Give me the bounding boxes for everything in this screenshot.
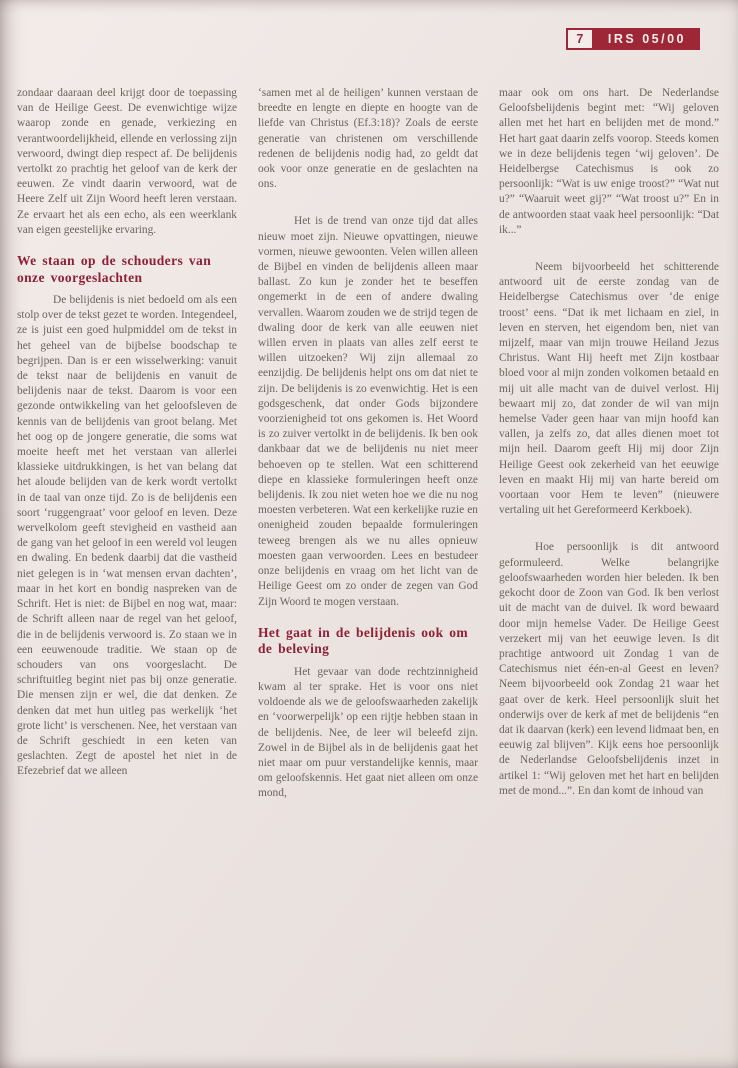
- issue-label: IRS 05/00: [594, 28, 700, 50]
- section-heading: Het gaat in de belijdenis ook om de beleving: [258, 624, 469, 657]
- section-heading: We staan op de schouders van onze voorgeslachten: [17, 253, 212, 285]
- body-paragraph: ‘samen met al de heiligen’ kunnen verstaan de breedte en lengte en diepte en hoogte van de liefde van Christus (Ef.3:18)? Zoals de eerste generatie van christenen om verschillende redenen de belijdenis nodig had, zo geldt dat ook voor onze generatie en de geslachten na ons.: [258, 87, 478, 191]
- page-header-badge: [566, 28, 700, 50]
- body-paragraph: Neem bijvoorbeeld het schitterende antwoord uit de eerste zondag van de Heidelbergse Catechismus over ‘de enige troost’ eens. “Dat ik met lichaam en ziel, in leven en sterven, het eigendom ben, niet van mijzelf, maar van mijn trouwe Heiland Jezus Christus. Want Hij heeft met Zijn kostbaar bloed voor al mijn zonden volkomen betaald en mij uit alle macht van de duivel verlost. Hij bewaart mij zo, dat zonder de wil van mijn hemelse Vader geen haar van mijn hoofd kan vallen, ja zelfs zo, dat alles dienen moet tot mijn heil. Daarom geeft Hij mij door Zijn Heilige Geest ook zekerheid van het eeuwige leven en maakt Hij mij van harte bereid om voortaan voor Hem te leven” (nieuwere vertaling uit het Gereformeerd Kerkboek).: [499, 261, 719, 517]
- body-paragraph: De belijdenis is niet bedoeld om als een stolp over de tekst gezet te worden. Integendeel, ze is juist een goed hulpmiddel om de tekst in het geheel van de bijbelse boodschap te begrijpen. Dan is er een wisselwerking: vanuit de tekst naar de belijdenis en vanuit de belijdenis naar de tekst. Daarom is voor een gezonde ontwikkeling van het geloofsleven de kennis van de belijdenis van groot belang. Met het oog op de jongere generatie, die soms wat moeite heeft met het verstaan van allerlei klassieke uitdrukkingen, is het van belang dat het aloude belijden van de kerk wordt vertolkt in de taal van onze tijd. Zo is de belijdenis een soort ‘ruggengraat’ voor geloof en leven. Deze wervelkolom geeft stevigheid en vastheid aan de gang van het geloof in een wereld vol leugen en dwaling. En bedenk daarbij dat die vastheid niet gelegen is in ‘wat mensen ervan dachten’, maar in het kort en bondig naspreken van de Schrift. Het is niet: de Bijbel en nog wat, maar: de Schrift alleen naar de regel van het geloof, die in de belijdenis verwoord is. Zo staan we in een eeuwenoude traditie. We staan op de schouders van ons voorgeslacht. De schriftuitleg begint niet pas bij onze generatie. Die mensen zijn er wel, die dat denken. Ze denken dat met hun uitleg pas werkelijk ‘het grote licht’ is verschenen. Nee, het verstaan van de Schrift geschiedt in een keten van geslachten. Zegt de apostel het niet in de Efezebrief dat we alleen: [17, 294, 237, 778]
- body-paragraph: maar ook om ons hart. De Nederlandse Geloofsbelijdenis begint met: “Wij geloven allen met het hart en belijden met de mond.” Het hart gaat daarin zelfs voorop. Steeds komen we in deze belijdenis tegen ‘wij geloven’. De Heidelbergse Catechismus is ook zo persoonlijk: “Wat is uw enige troost?” “Wat nut u?” “Waaruit weet gij?” “Wat troost u?” En in de antwoorden staat vaak heel persoonlijk: “Dat ik...”: [499, 87, 719, 236]
- page-number: 7: [566, 28, 594, 50]
- body-paragraph: Het gevaar van dode rechtzinnigheid kwam al ter sprake. Het is voor ons niet voldoende als we de geloofswaarheden zakelijk en ‘voorwerpelijk’ op een rijtje hebben staan in de belijdenis. Nee, de leer wil beleefd zijn. Zowel in de Bijbel als in de belijdenis gaat het niet maar om puur verstandelijke kennis, maar om geloofskennis. Het gaat niet alleen om onze mond,: [258, 665, 478, 800]
- body-paragraph: Hoe persoonlijk is dit antwoord geformuleerd. Welke belangrijke geloofswaarheden worden hier beleden. Ik ben gekocht door de Zoon van God. Ik ben verlost uit de macht van de duivel. Ik word bewaard door mijn hemelse Vader. De Heilige Geest verzekert mij van het eeuwige leven. Is dit prachtige antwoord uit Zondag 1 van de Catechismus niet één-en-al Geest en leven? Neem bijvoorbeeld ook Zondag 21 waar het gaat over de kerk. Heel persoonlijk sluit het onderwijs over de kerk af met de belijdenis “en dat ik daarvan (kerk) een levend lidmaat ben, en eeuwig zal blijven”. Kijk eens hoe persoonlijk de Nederlandse Geloofsbelijdenis inzet in artikel 1: “Wij geloven met het hart en belijden met de mond...”. En dan komt de inhoud van: [499, 541, 719, 797]
- article-columns: [17, 86, 719, 817]
- article-column-1: [17, 86, 237, 817]
- article-column-2: [258, 86, 478, 817]
- body-paragraph: Het is de trend van onze tijd dat alles nieuw moet zijn. Nieuwe opvattingen, nieuwe vormen, nieuwe gewoonten. Velen willen alleen de Bijbel en vinden de belijdenis alleen maar ballast. Zo kun je zonder het te beseffen ongemerkt in de een of andere dwaling vervallen. Waarom zouden we de strijd tegen de dwaling door de kerk van alle eeuwen niet willen erven in plaats van alles zelf eerst te willen uitzoeken? Wij zijn allemaal zo eenzijdig. De belijdenis helpt ons om dat niet te zijn. De belijdenis is zo evenwichtig. Het is een godsgeschenk, dat onder Gods bijzondere voorzienigheid tot ons gekomen is. Het Woord is zo zuiver vertolkt in de belijdenis. Ik ben ook dankbaar dat we de belijdenis nu niet meer behoeven op te stellen. Wat een schitterend diepe en klassieke formuleringen heeft onze belijdenis. Ik zou niet weten hoe we die nu nog moesten verbeteren. Wat een kerkelijke ruzie en onenigheid zouden bepaalde formuleringen teweeg brengen als we nu alles opnieuw moesten gaan verwoorden. Lees en bestudeer onze belijdenis en vraag om het licht van de Heilige Geest om zo onder de zegen van God Zijn Woord te mogen verstaan.: [258, 215, 478, 608]
- body-paragraph: zondaar daaraan deel krijgt door de toepassing van de Heilige Geest. De evenwichtige wijze waarop zonde en genade, verkiezing en verantwoordelijkheid, ellende en verlossing zijn verwoord, dwingt diep respect af. De belijdenis vertolkt zo prachtig het geloof van de kerk der eeuwen. Ze vindt daarin verwoord, wat de Heere Zelf uit Zijn Woord heeft leren verstaan. Ze ervaart het als een echo, als een weerklank van eigen geestelijke ervaring.: [17, 87, 237, 236]
- article-column-3: [499, 86, 719, 817]
